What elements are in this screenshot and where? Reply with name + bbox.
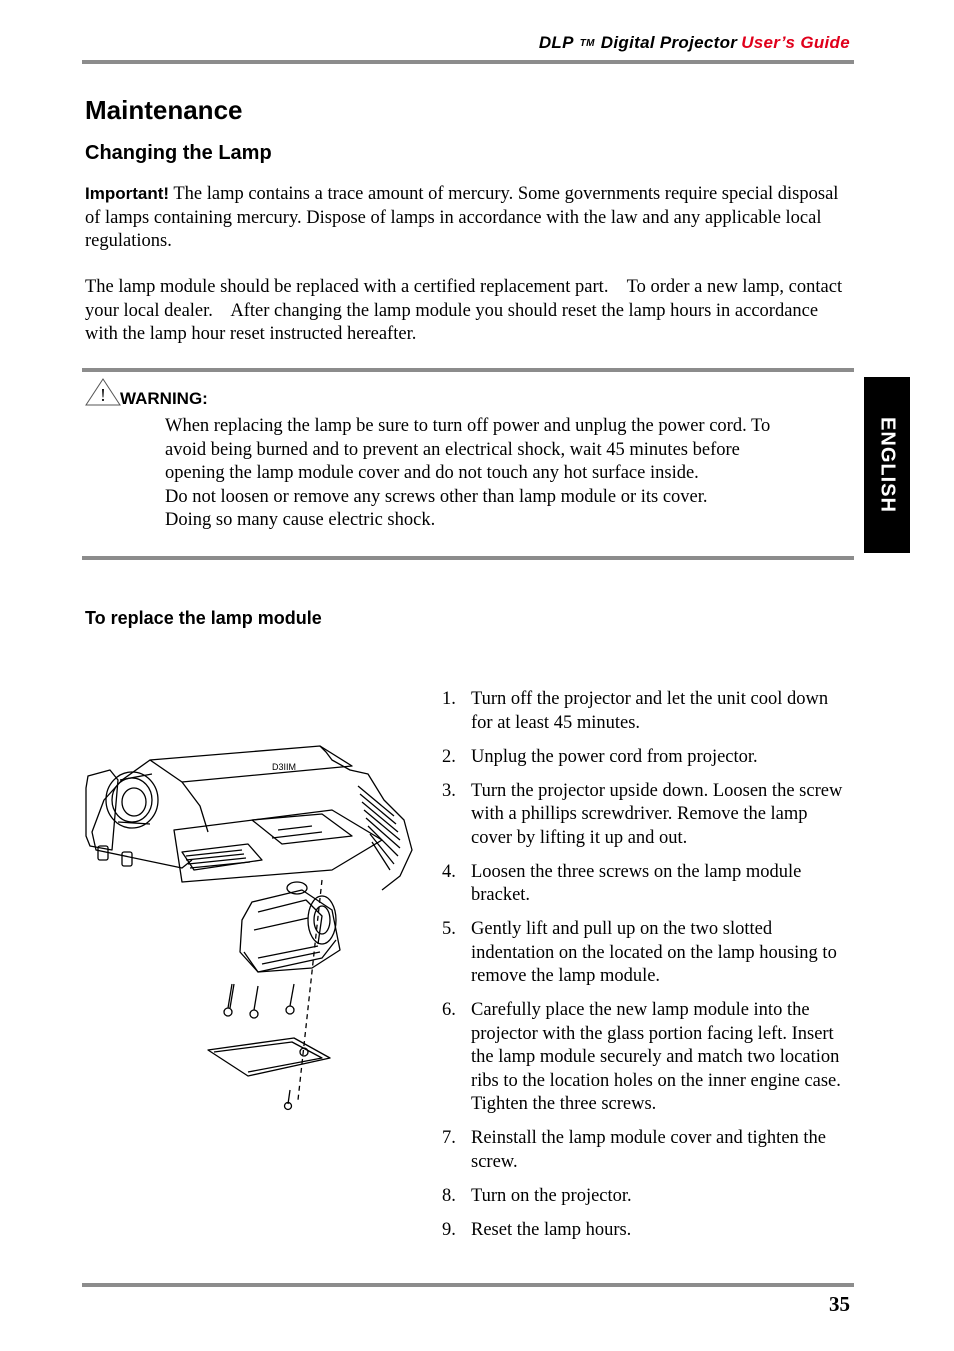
step-text: Turn on the projector. xyxy=(471,1185,632,1206)
warning-line: Doing so many cause electric shock. xyxy=(165,510,436,530)
step-number: 9. xyxy=(442,1219,456,1240)
step-item xyxy=(440,861,852,908)
header-product-rest: Digital Projector xyxy=(600,33,738,52)
step-text: Gently lift and pull up on the two slotted indentation on the located on the lamp housing to remove the lamp module. xyxy=(471,919,837,986)
footer-rule xyxy=(82,1283,854,1287)
step-text: Turn off the projector and let the unit cool down for at least 45 minutes. xyxy=(471,689,829,733)
language-tab xyxy=(864,377,910,553)
step-number: 5. xyxy=(442,919,456,939)
important-text: The lamp contains a trace amount of mercury. Some governments require special disposal of lamps containing mercury. Dispose of lamps in accordance with the law and any applicable local regulations. xyxy=(85,184,839,251)
step-item xyxy=(440,999,852,1117)
step-number: 2. xyxy=(442,746,456,767)
warning-line: avoid being burned and to prevent an electrical shock, wait 45 minutes before xyxy=(165,439,740,460)
step-text: Carefully place the new lamp module into the projector with the glass portion facing left. Insert the lamp module securely and match two location ribs to the location holes on the inner engine case. Tighten the three screws. xyxy=(471,1000,841,1114)
step-number: 7. xyxy=(442,1128,456,1148)
step-item xyxy=(440,1219,852,1243)
warning-title: WARNING: xyxy=(120,389,208,408)
header-product: DLP xyxy=(538,33,574,52)
step-item xyxy=(440,746,852,770)
step-item xyxy=(440,780,852,851)
page-header xyxy=(539,33,850,53)
warning-bottom-rule xyxy=(82,556,854,560)
step-item xyxy=(440,1127,852,1174)
page-number: 35 xyxy=(829,1292,850,1316)
step-text: Reinstall the lamp module cover and tighten the screw. xyxy=(471,1128,827,1172)
step-number: 1. xyxy=(442,689,456,709)
procedure-steps xyxy=(440,688,852,1253)
warning-text xyxy=(165,415,845,533)
step-number: 8. xyxy=(442,1185,456,1206)
header-rule xyxy=(82,60,854,64)
step-text: Reset the lamp hours. xyxy=(471,1219,632,1240)
header-trademark: TM xyxy=(579,38,595,49)
page-title: Maintenance xyxy=(85,95,243,125)
step-item xyxy=(440,688,852,735)
step-item xyxy=(440,1185,852,1209)
section-subtitle: Changing the Lamp xyxy=(85,142,272,164)
model-label: D3IIM xyxy=(272,762,297,772)
step-number: 6. xyxy=(442,1000,456,1020)
step-item xyxy=(440,918,852,989)
lamp-replacement-illustration xyxy=(82,740,434,1120)
warning-icon-mark: ! xyxy=(100,385,106,405)
language-tab-label: ENGLISH xyxy=(876,417,899,513)
replacement-paragraph: The lamp module should be replaced with a certified replacement part. To order a new lamp, contact your local dealer. After changing the lamp module you should reset the lamp hours in accordance with the lamp hour reset instructed hereafter. xyxy=(85,277,847,344)
important-paragraph xyxy=(85,182,845,254)
warning-line: When replacing the lamp be sure to turn off power and unplug the power cord. To xyxy=(165,416,771,436)
step-text: Turn the projector upside down. Loosen the screw with a phillips screwdriver. Remove the lamp cover by lifting it up and out. xyxy=(471,780,843,848)
important-label: Important! xyxy=(85,184,170,203)
warning-line: opening the lamp module cover and do not touch any hot surface inside. xyxy=(165,463,699,483)
step-number: 3. xyxy=(442,780,456,801)
procedure-title: To replace the lamp module xyxy=(85,608,322,628)
step-text: Unplug the power cord from projector. xyxy=(471,746,758,767)
warning-line: Do not loosen or remove any screws other than lamp module or its cover. xyxy=(165,486,708,507)
header-guide: User’s Guide xyxy=(741,33,850,52)
step-text: Loosen the three screws on the lamp module bracket. xyxy=(471,861,802,905)
warning-top-rule xyxy=(82,368,854,372)
step-number: 4. xyxy=(442,861,456,882)
warning-triangle-icon xyxy=(84,377,122,407)
